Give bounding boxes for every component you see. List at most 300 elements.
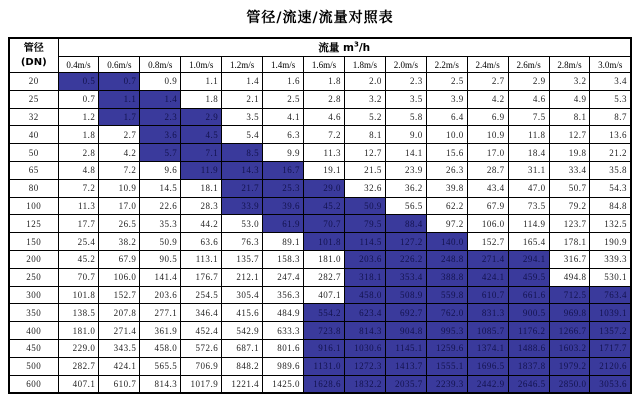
flow-cell-highlighted: 101.8 — [304, 233, 345, 251]
flow-cell: 4.2 — [467, 90, 508, 108]
flow-cell: 282.7 — [304, 268, 345, 286]
flow-cell: 2.7 — [99, 126, 140, 144]
flow-cell: 494.8 — [549, 268, 590, 286]
table-row — [9, 179, 631, 197]
flow-cell: 1.8 — [304, 73, 345, 91]
table-header — [9, 38, 631, 73]
flow-cell: 3.5 — [222, 108, 263, 126]
flow-cell-highlighted: 2850.0 — [549, 375, 590, 393]
flow-cell: 6.4 — [426, 108, 467, 126]
flow-cell: 415.6 — [222, 304, 263, 322]
flow-cell: 165.4 — [508, 233, 549, 251]
flow-cell: 8.1 — [549, 108, 590, 126]
flow-cell: 254.5 — [181, 286, 222, 304]
dn-cell: 150 — [9, 233, 58, 251]
flow-cell: 106.0 — [467, 215, 508, 233]
flow-cell: 90.5 — [140, 250, 181, 268]
flow-cell: 178.1 — [549, 233, 590, 251]
flow-cell-highlighted: 294.1 — [508, 250, 549, 268]
flow-cell-highlighted: 831.3 — [467, 304, 508, 322]
header-row-flow — [9, 38, 631, 57]
flow-cell: 2.7 — [467, 73, 508, 91]
velocity-header: 2.0m/s — [385, 57, 426, 73]
flow-cell-highlighted: 1272.3 — [344, 357, 385, 375]
flow-cell-highlighted: 554.2 — [304, 304, 345, 322]
flow-cell: 17.0 — [99, 197, 140, 215]
flow-cell: 89.1 — [263, 233, 304, 251]
table-row — [9, 108, 631, 126]
dn-cell: 600 — [9, 375, 58, 393]
table-row — [9, 322, 631, 340]
flow-cell: 484.9 — [263, 304, 304, 322]
flow-cell: 84.8 — [590, 197, 631, 215]
flow-cell-highlighted: 610.7 — [467, 286, 508, 304]
flow-cell-highlighted: 45.2 — [304, 197, 345, 215]
flow-cell: 76.3 — [222, 233, 263, 251]
flow-cell: 706.9 — [181, 357, 222, 375]
flow-cell: 277.1 — [140, 304, 181, 322]
flow-cell: 633.3 — [263, 322, 304, 340]
flow-cell: 2.8 — [58, 144, 99, 162]
flow-cell: 801.6 — [263, 339, 304, 357]
dn-cell: 500 — [9, 357, 58, 375]
flow-cell-highlighted: 1039.1 — [590, 304, 631, 322]
flow-cell: 2.8 — [304, 90, 345, 108]
flow-cell: 3.2 — [549, 73, 590, 91]
dn-cell: 300 — [9, 286, 58, 304]
flow-cell: 7.5 — [508, 108, 549, 126]
flow-unit-header — [58, 38, 631, 57]
flow-cell: 542.9 — [222, 322, 263, 340]
dn-cell: 400 — [9, 322, 58, 340]
table-row — [9, 161, 631, 179]
flow-cell: 176.7 — [181, 268, 222, 286]
flow-cell-highlighted: 1696.5 — [467, 357, 508, 375]
dn-cell: 20 — [9, 73, 58, 91]
flow-cell-highlighted: 559.8 — [426, 286, 467, 304]
velocity-header: 2.2m/s — [426, 57, 467, 73]
table-row — [9, 73, 631, 91]
flow-cell: 6.9 — [467, 108, 508, 126]
flow-cell-highlighted: 692.7 — [385, 304, 426, 322]
flow-cell: 138.5 — [58, 304, 99, 322]
flow-cell: 2.0 — [344, 73, 385, 91]
flow-cell: 814.3 — [140, 375, 181, 393]
flow-cell: 114.9 — [508, 215, 549, 233]
flow-cell: 97.2 — [426, 215, 467, 233]
flow-cell: 19.1 — [304, 161, 345, 179]
flow-cell-highlighted: 814.3 — [344, 322, 385, 340]
flow-cell: 848.2 — [222, 357, 263, 375]
flow-cell: 4.6 — [508, 90, 549, 108]
flow-cell-highlighted: 459.5 — [508, 268, 549, 286]
dn-cell: 200 — [9, 250, 58, 268]
flow-cell: 203.6 — [140, 286, 181, 304]
flow-cell-highlighted: 1555.1 — [426, 357, 467, 375]
flow-cell: 2.5 — [426, 73, 467, 91]
flow-cell-highlighted: 904.8 — [385, 322, 426, 340]
flow-cell: 50.7 — [549, 179, 590, 197]
flow-cell: 132.5 — [590, 215, 631, 233]
flow-cell-highlighted: 25.3 — [263, 179, 304, 197]
velocity-header: 0.8m/s — [140, 57, 181, 73]
velocity-header: 0.6m/s — [99, 57, 140, 73]
dn-cell: 250 — [9, 268, 58, 286]
flow-cell: 12.7 — [344, 144, 385, 162]
flow-cell-highlighted: 127.2 — [385, 233, 426, 251]
flow-cell-highlighted: 7.1 — [181, 144, 222, 162]
flow-cell-highlighted: 2239.3 — [426, 375, 467, 393]
flow-cell: 11.3 — [58, 197, 99, 215]
flow-cell-highlighted: 248.8 — [426, 250, 467, 268]
flow-cell-highlighted: 29.0 — [304, 179, 345, 197]
flow-cell-highlighted: 424.1 — [467, 268, 508, 286]
flow-cell: 5.2 — [344, 108, 385, 126]
flow-cell: 73.5 — [508, 197, 549, 215]
table-row — [9, 197, 631, 215]
velocity-header: 0.4m/s — [58, 57, 99, 73]
flow-cell: 135.7 — [222, 250, 263, 268]
flow-cell-highlighted: 0.5 — [58, 73, 99, 91]
flow-unit-superscript: 3 — [353, 40, 359, 49]
flow-cell: 687.1 — [222, 339, 263, 357]
corner-header-dn — [9, 38, 58, 73]
flow-cell: 31.1 — [508, 161, 549, 179]
velocity-header: 3.0m/s — [590, 57, 631, 73]
flow-cell: 4.6 — [304, 108, 345, 126]
flow-cell: 5.4 — [222, 126, 263, 144]
dn-cell: 450 — [9, 339, 58, 357]
flow-cell: 23.9 — [385, 161, 426, 179]
flow-cell: 67.9 — [467, 197, 508, 215]
flow-cell: 407.1 — [58, 375, 99, 393]
flow-cell: 989.6 — [263, 357, 304, 375]
flow-cell: 106.0 — [99, 268, 140, 286]
flow-cell: 22.6 — [140, 197, 181, 215]
flow-cell: 21.2 — [590, 144, 631, 162]
flow-cell-highlighted: 1030.6 — [344, 339, 385, 357]
page-title: 管径/流速/流量对照表 — [246, 10, 394, 26]
flow-cell-highlighted: 0.7 — [99, 73, 140, 91]
dn-cell: 350 — [9, 304, 58, 322]
flow-cell-highlighted: 1.1 — [99, 90, 140, 108]
flow-cell: 610.7 — [99, 375, 140, 393]
flow-cell: 2.9 — [508, 73, 549, 91]
flow-cell: 36.2 — [385, 179, 426, 197]
flow-cell-highlighted: 762.0 — [426, 304, 467, 322]
flow-cell: 343.5 — [99, 339, 140, 357]
velocity-header: 1.2m/s — [222, 57, 263, 73]
flow-cell-highlighted: 1266.7 — [549, 322, 590, 340]
flow-cell: 70.7 — [58, 268, 99, 286]
flow-cell-highlighted: 2035.7 — [385, 375, 426, 393]
flow-cell: 113.1 — [181, 250, 222, 268]
flow-cell-highlighted: 1979.2 — [549, 357, 590, 375]
flow-cell-highlighted: 1085.7 — [467, 322, 508, 340]
flow-cell: 3.9 — [426, 90, 467, 108]
flow-cell: 11.3 — [304, 144, 345, 162]
flow-cell: 32.6 — [344, 179, 385, 197]
flow-cell: 9.9 — [263, 144, 304, 162]
flow-cell: 424.1 — [99, 357, 140, 375]
flow-cell-highlighted: 623.4 — [344, 304, 385, 322]
table-row — [9, 250, 631, 268]
flow-cell: 229.0 — [58, 339, 99, 357]
flow-cell: 1.1 — [181, 73, 222, 91]
corner-header-line2: (DN) — [20, 56, 47, 68]
flow-cell-highlighted: 1.4 — [140, 90, 181, 108]
flow-cell: 4.9 — [549, 90, 590, 108]
flow-cell-highlighted: 5.7 — [140, 144, 181, 162]
flow-cell: 62.2 — [426, 197, 467, 215]
flow-cell-highlighted: 995.3 — [426, 322, 467, 340]
flow-cell: 1221.4 — [222, 375, 263, 393]
flow-cell: 207.8 — [99, 304, 140, 322]
flow-cell: 0.7 — [58, 90, 99, 108]
flow-cell: 79.2 — [549, 197, 590, 215]
flow-cell-highlighted: 1.7 — [99, 108, 140, 126]
flow-cell: 56.5 — [385, 197, 426, 215]
flow-cell: 10.9 — [467, 126, 508, 144]
flow-cell-highlighted: 50.9 — [344, 197, 385, 215]
table-row — [9, 375, 631, 393]
flow-cell-highlighted: 1145.1 — [385, 339, 426, 357]
flow-cell: 2.1 — [222, 90, 263, 108]
flow-cell: 2.5 — [263, 90, 304, 108]
dn-cell: 25 — [9, 90, 58, 108]
flow-cell: 1425.0 — [263, 375, 304, 393]
flow-cell: 44.2 — [181, 215, 222, 233]
flow-cell: 565.5 — [140, 357, 181, 375]
flow-cell-highlighted: 712.5 — [549, 286, 590, 304]
flow-cell: 458.0 — [140, 339, 181, 357]
flow-cell-highlighted: 16.7 — [263, 161, 304, 179]
flow-cell: 19.8 — [549, 144, 590, 162]
flow-cell-highlighted: 33.9 — [222, 197, 263, 215]
flow-cell: 101.8 — [58, 286, 99, 304]
flow-cell: 50.9 — [140, 233, 181, 251]
flow-cell-highlighted: 4.5 — [181, 126, 222, 144]
dn-cell: 50 — [9, 144, 58, 162]
flow-cell: 141.4 — [140, 268, 181, 286]
velocity-header: 2.8m/s — [549, 57, 590, 73]
flow-cell: 18.4 — [508, 144, 549, 162]
flow-cell: 4.8 — [58, 161, 99, 179]
flow-cell-highlighted: 969.8 — [549, 304, 590, 322]
flow-cell: 28.7 — [467, 161, 508, 179]
flow-cell-highlighted: 1374.1 — [467, 339, 508, 357]
flow-cell: 17.7 — [58, 215, 99, 233]
flow-cell-highlighted: 2646.5 — [508, 375, 549, 393]
flow-cell: 26.3 — [426, 161, 467, 179]
table-row — [9, 339, 631, 357]
flow-cell: 9.0 — [385, 126, 426, 144]
header-row-velocities — [9, 57, 631, 73]
flow-cell-highlighted: 2120.6 — [590, 357, 631, 375]
velocity-header: 2.4m/s — [467, 57, 508, 73]
flow-cell: 271.4 — [99, 322, 140, 340]
flow-cell: 190.9 — [590, 233, 631, 251]
flow-cell: 5.3 — [590, 90, 631, 108]
flow-cell-highlighted: 1259.6 — [426, 339, 467, 357]
corner-header-line1: 管径 — [23, 43, 44, 54]
flow-cell-highlighted: 3.6 — [140, 126, 181, 144]
flow-cell: 10.0 — [426, 126, 467, 144]
flow-cell: 28.3 — [181, 197, 222, 215]
flow-cell: 530.1 — [590, 268, 631, 286]
flow-cell: 63.6 — [181, 233, 222, 251]
flow-cell-highlighted: 1357.2 — [590, 322, 631, 340]
flow-cell: 3.2 — [344, 90, 385, 108]
flow-cell-highlighted: 508.9 — [385, 286, 426, 304]
flow-cell: 67.9 — [99, 250, 140, 268]
velocity-header: 1.8m/s — [344, 57, 385, 73]
flow-cell: 282.7 — [58, 357, 99, 375]
flow-cell: 35.8 — [590, 161, 631, 179]
flow-cell: 1.8 — [58, 126, 99, 144]
flow-cell: 247.4 — [263, 268, 304, 286]
dn-cell: 65 — [9, 161, 58, 179]
flow-cell-highlighted: 723.8 — [304, 322, 345, 340]
flow-cell: 452.4 — [181, 322, 222, 340]
flow-cell-highlighted: 3053.6 — [590, 375, 631, 393]
flow-cell: 39.8 — [426, 179, 467, 197]
flow-cell-highlighted: 388.8 — [426, 268, 467, 286]
flow-cell: 356.3 — [263, 286, 304, 304]
flow-cell: 4.2 — [99, 144, 140, 162]
flow-cell-highlighted: 226.2 — [385, 250, 426, 268]
flow-cell-highlighted: 271.4 — [467, 250, 508, 268]
flow-cell: 35.3 — [140, 215, 181, 233]
flow-cell: 7.2 — [99, 161, 140, 179]
flow-cell: 339.3 — [590, 250, 631, 268]
flow-cell: 47.0 — [508, 179, 549, 197]
flow-cell: 43.4 — [467, 179, 508, 197]
flow-cell-highlighted: 39.6 — [263, 197, 304, 215]
flow-unit-prefix: 流量 m — [318, 42, 354, 54]
flow-cell-highlighted: 79.5 — [344, 215, 385, 233]
flow-cell-highlighted: 8.5 — [222, 144, 263, 162]
flow-cell: 6.3 — [263, 126, 304, 144]
flow-cell-highlighted: 1131.0 — [304, 357, 345, 375]
flow-cell: 1.4 — [222, 73, 263, 91]
flow-cell: 316.7 — [549, 250, 590, 268]
flow-cell: 18.1 — [181, 179, 222, 197]
flow-cell-highlighted: 458.0 — [344, 286, 385, 304]
flow-cell: 407.1 — [304, 286, 345, 304]
flow-cell-highlighted: 1176.2 — [508, 322, 549, 340]
flow-cell: 54.3 — [590, 179, 631, 197]
flow-cell: 152.7 — [467, 233, 508, 251]
flow-cell-highlighted: 61.9 — [263, 215, 304, 233]
flow-cell: 17.0 — [467, 144, 508, 162]
table-row — [9, 304, 631, 322]
flow-cell-highlighted: 1488.6 — [508, 339, 549, 357]
flow-cell: 13.6 — [590, 126, 631, 144]
table-row — [9, 357, 631, 375]
flow-cell-highlighted: 11.9 — [181, 161, 222, 179]
flow-cell: 7.2 — [58, 179, 99, 197]
flow-cell-highlighted: 1837.8 — [508, 357, 549, 375]
flow-cell: 181.0 — [58, 322, 99, 340]
flow-cell: 12.7 — [549, 126, 590, 144]
flow-cell: 10.9 — [99, 179, 140, 197]
flow-cell: 158.3 — [263, 250, 304, 268]
velocity-header: 1.6m/s — [304, 57, 345, 73]
flow-cell-highlighted: 1832.2 — [344, 375, 385, 393]
flow-cell: 1017.9 — [181, 375, 222, 393]
table-row — [9, 233, 631, 251]
table-body — [9, 73, 631, 393]
flow-cell-highlighted: 353.4 — [385, 268, 426, 286]
flow-cell-highlighted: 1413.7 — [385, 357, 426, 375]
flow-cell: 3.5 — [385, 90, 426, 108]
flow-cell-highlighted: 203.6 — [344, 250, 385, 268]
velocity-header: 1.0m/s — [181, 57, 222, 73]
dn-cell: 32 — [9, 108, 58, 126]
flow-cell: 346.4 — [181, 304, 222, 322]
table-row — [9, 126, 631, 144]
flow-cell: 1.8 — [181, 90, 222, 108]
flow-cell-highlighted: 2.9 — [181, 108, 222, 126]
flow-cell: 9.6 — [140, 161, 181, 179]
flow-cell: 14.1 — [385, 144, 426, 162]
flow-cell-highlighted: 70.7 — [304, 215, 345, 233]
table-row — [9, 215, 631, 233]
flow-cell: 152.7 — [99, 286, 140, 304]
flow-cell: 15.6 — [426, 144, 467, 162]
table-row — [9, 268, 631, 286]
flow-cell: 7.2 — [304, 126, 345, 144]
flow-cell: 33.4 — [549, 161, 590, 179]
flow-cell-highlighted: 88.4 — [385, 215, 426, 233]
flow-cell: 3.4 — [590, 73, 631, 91]
flow-cell: 45.2 — [58, 250, 99, 268]
flow-cell-highlighted: 1603.2 — [549, 339, 590, 357]
flow-cell: 572.6 — [181, 339, 222, 357]
flow-cell: 1.2 — [58, 108, 99, 126]
flow-cell-highlighted: 2.3 — [140, 108, 181, 126]
flow-cell: 305.4 — [222, 286, 263, 304]
flow-cell: 38.2 — [99, 233, 140, 251]
table-row — [9, 144, 631, 162]
flow-unit-suffix: /h — [358, 42, 371, 54]
flow-cell: 361.9 — [140, 322, 181, 340]
flow-cell-highlighted: 1628.6 — [304, 375, 345, 393]
flow-cell: 0.9 — [140, 73, 181, 91]
flow-cell-highlighted: 140.0 — [426, 233, 467, 251]
table-row — [9, 286, 631, 304]
dn-cell: 125 — [9, 215, 58, 233]
dn-cell: 80 — [9, 179, 58, 197]
flow-cell-highlighted: 916.1 — [304, 339, 345, 357]
velocity-header: 2.6m/s — [508, 57, 549, 73]
flow-cell: 5.8 — [385, 108, 426, 126]
flow-cell: 26.5 — [99, 215, 140, 233]
velocity-header: 1.4m/s — [263, 57, 304, 73]
flow-cell: 8.7 — [590, 108, 631, 126]
flow-cell-highlighted: 900.5 — [508, 304, 549, 322]
flow-cell: 25.4 — [58, 233, 99, 251]
flow-cell-highlighted: 2442.9 — [467, 375, 508, 393]
flow-cell-highlighted: 14.3 — [222, 161, 263, 179]
flow-cell: 21.5 — [344, 161, 385, 179]
flow-cell: 181.0 — [304, 250, 345, 268]
flow-cell-highlighted: 21.7 — [222, 179, 263, 197]
flow-cell: 1.6 — [263, 73, 304, 91]
flow-cell-highlighted: 763.4 — [590, 286, 631, 304]
flow-cell: 123.7 — [549, 215, 590, 233]
